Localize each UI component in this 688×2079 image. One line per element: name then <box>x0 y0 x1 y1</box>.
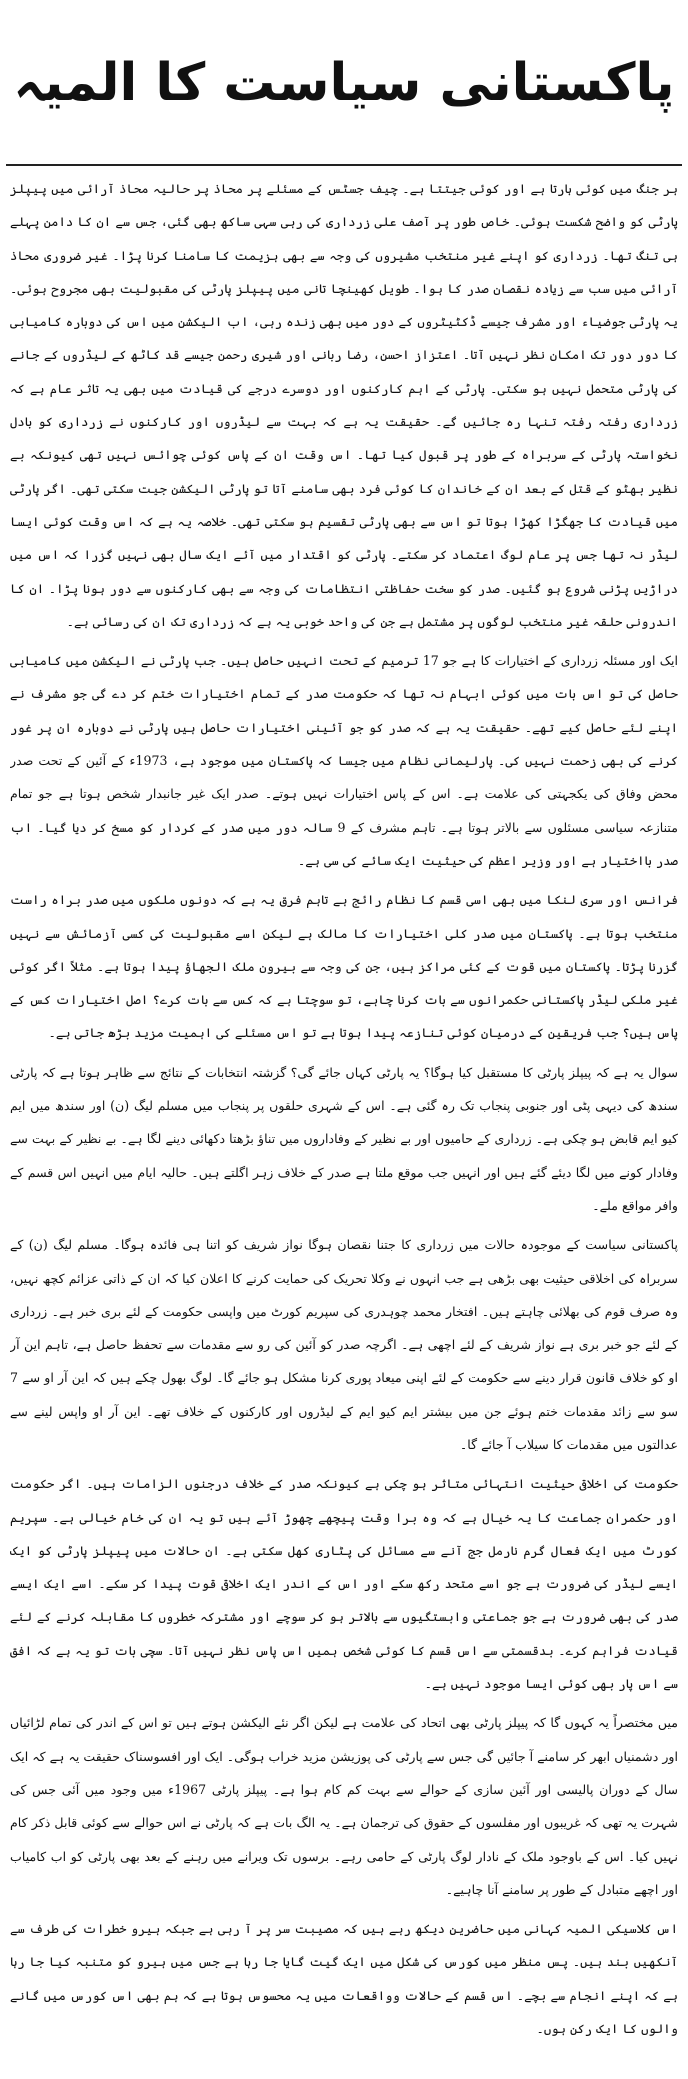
paragraph: ہر جنگ میں کوئی ہارتا ہے اور کوئی جیتتا ہے۔ چیف جسٹس کے مسئلے پر محاذ پر حالیہ محاذ آرائی میں پیپلز پارٹی کو واضح شکست ہوئی۔ خاص طور پر آصف علی زرداری کی رہی سہی ساکھ بھی گئی، جس سے ان کا دامن پہلے ہی تنگ تھا۔ زرداری کو اپنے غیر منتخب مشیروں کی وجہ سے بھی ہزیمت کا سامنا کرنا پڑا۔ غیر ضروری محاذ آرائی میں سب سے زیادہ نقصان صدر کا ہوا۔ طویل کھینچا تانی میں پیپلز پارٹی کی مقبولیت بھی مجروح ہوئی۔ یہ پارٹی جوضیاء اور مشرف جیسے ڈکٹیٹروں کے دور میں بھی زندہ رہی، اب الیکشن میں اس کی دوبارہ کامیابی کا دور دور تک امکان نظر نہیں آتا۔ اعتزاز احسن، رضا ربانی اور شیری رحمن جیسے قد کاٹھ کے لیڈروں کے جانے کی پارٹی متحمل نہیں ہو سکتی۔ پارٹی کے اہم کارکنوں اور دوسرے درجے کی قیادت میں بھی یہ تاثر عام ہے کہ زرداری رفتہ رفتہ تنہا رہ جائیں گے۔ حقیقت یہ ہے کہ بہت سے لیڈروں اور کارکنوں نے زرداری کو بادل نخواستہ پارٹی کے سربراہ کے طور پر قبول کیا تھا۔ اس وقت ان کے پاس کوئی چوائس نہیں تھی کیونکہ بے نظیر بھٹو کے قتل کے بعد ان کے خاندان کا کوئی فرد بھی سامنے آتا تو پارٹی الیکشن جیت سکتی تھی۔ اگر پارٹی میں قیادت کا جھگڑا کھڑا ہوتا تو اس سے بھی پارٹی تقسیم ہو سکتی تھی۔ خلاصہ یہ ہے کہ اس وقت کوئی ایسا لیڈر نہ تھا جس پر عام لوگ اعتماد کر سکتے۔ پارٹی کو اقتدار میں آئے ایک سال بھی نہیں گزرا کہ اس میں دراڑیں پڑنی شروع ہو گئیں۔ صدر کو سخت حفاظتی انتظامات کی وجہ سے بھی کارکنوں سے دور ہونا پڑا۔ ان کا اندرونی حلقہ غیر منتخب لوگوں پر مشتمل ہے جن کی واحد خوبی یہ ہے کہ زرداری تک ان کی رسائی ہے۔ <box>10 181 678 629</box>
paragraph: حکومت کی اخلاقی حیثیت انتہائی متاثر ہو چکی ہے کیونکہ صدر کے خلاف درجنوں الزامات ہیں۔ اگر حکومت اور حکمران جماعت کا یہ خیال ہے کہ وہ برا وقت پیچھے چھوڑ آئے ہیں تو یہ ان کی خام خیالی ہے۔ سپریم کورٹ میں ایک فعال گرم نارمل جج آنے سے مسائل کی پٹاری کھل سکتی ہے۔ ان حالات میں پیپلز پارٹی کو ایک ایسے لیڈر کی ضرورت ہے جو اسے متحد رکھ سکے اور اس کے اندر ایک اخلاقی قوت پیدا کر سکے۔ اسے ایک ایسے صدر کی بھی ضرورت ہے جو جماعتی وابستگیوں سے بالاتر ہو کر سوچے اور مشترکہ خطروں کا مقابلہ کرنے کے لئے قیادت فراہم کرے۔ بدقسمتی سے اس قسم کا کوئی شخص ہمیں اس پاس نظر نہیں آتا۔ سچی بات تو یہ ہے کہ افق سے اس پار بھی کوئی ایسا موجود نہیں ہے۔ <box>10 1476 678 1692</box>
paragraph: میں مختصراً یہ کہوں گا کہ پیپلز پارٹی بھی اتحاد کی علامت ہے لیکن اگر نئے الیکشن ہوتے ہیں تو اس کے اندر کی تمام لڑائیاں اور دشمنیاں ابھر کر سامنے آ جائیں گی جس سے پارٹی کی پوزیشن مزید خراب ہوگی۔ ایک اور افسوسناک حقیقت یہ ہے کہ ایک سال کے دوران پالیسی اور آئین سازی کے حوالے سے بہت کم کام ہوا ہے۔ پیپلز پارٹی 1967ء میں وجود میں آئی جس کی شہرت یہ تھی کہ غریبوں اور مفلسوں کے حقوق کی ترجمان ہے۔ یہ الگ بات ہے کہ پارٹی نے اس حوالے سے کوئی قابل ذکر کام نہیں کیا۔ اس کے باوجود ملک کے نادار لوگ پارٹی کے حامی رہے۔ برسوں تک ویرانے میں رہنے کے بعد بھی پارٹی کو اب کامیاب اور اچھے متبادل کے طور پر سامنے آنا چاہیے۔ <box>10 1715 678 1897</box>
paragraph: فرانس اور سری لنکا میں بھی اسی قسم کا نظام رائج ہے تاہم فرق یہ ہے کہ دونوں ملکوں میں صدر براہ راست منتخب ہوتا ہے۔ پاکستان میں صدر کلی اختیارات کا مالک ہے لیکن اسے مقبولیت کی کسی آزمائش سے نہیں گزرنا پڑتا۔ پاکستان میں قوت کے کئی مراکز ہیں، جن کی وجہ سے بیرون ملک الجھاؤ پیدا ہوتا ہے۔ مثلاً اگر کوئی غیر ملکی لیڈر پاکستانی حکمرانوں سے بات کرنا چاہے، تو سوچتا ہے کہ کس سے بات کرے؟ اصل اختیارات کس کے پاس ہیں؟ جب فریقین کے درمیان کوئی تنازعہ پیدا ہوتا ہے تو اس مسئلے کی اہمیت مزید بڑھ جاتی ہے۔ <box>10 892 678 1041</box>
column-headline: پاکستانی سیاست کا المیہ <box>13 53 675 113</box>
paragraph: ایک اور مسئلہ زرداری کے اختیارات کا ہے جو 17 ترمیم کے تحت انہیں حاصل ہیں۔ جب پارٹی نے الیکشن میں کامیابی حاصل کی تو اس بات میں کوئی ابہام نہ تھا کہ حکومت صدر کے تمام اختیارات ختم کر دے گی جو مشرف نے اپنے لئے حاصل کیے تھے۔ حقیقت یہ ہے کہ صدر کو جو آئینی اختیارات حاصل ہیں پارٹی نے دوبارہ ان پر غور کرنے کی بھی زحمت نہیں کی۔ پارلیمانی نظام میں جیسا کہ پاکستان میں موجود ہے، 1973ء کے آئین کے تحت صدر محض وفاق کی یکجہتی کی علامت ہے۔ اس کے پاس اختیارات نہیں ہوتے۔ صدر ایک غیر جانبدار شخص ہوتا ہے جو تمام متنازعہ سیاسی مسئلوں سے بالاتر ہوتا ہے۔ تاہم مشرف کے 9 سالہ دور میں صدر کے کردار کو مسخ کر دیا گیا۔ اب صدر بااختیار ہے اور وزیر اعظم کی حیثیت ایک سائے کی سی ہے۔ <box>10 653 678 868</box>
paragraph: سوال یہ ہے کہ پیپلز پارٹی کا مستقبل کیا ہوگا؟ یہ پارٹی کہاں جائے گی؟ گزشتہ انتخابات کے نتائج سے ظاہر ہوتا ہے کہ پارٹی سندھ کی دیہی پٹی اور جنوبی پنجاب تک رہ گئی ہے۔ اس کے شہری حلقوں پر پنجاب میں مسلم لیگ (ن) اور سندھ میں ایم کیو ایم قابض ہو چکی ہے۔ زرداری کے حامیوں اور بے نظیر کے وفاداروں میں تناؤ بڑھتا دکھائی دینے لگا ہے۔ بے نظیر کے بہت سے وفادار کونے میں لگا دیئے گئے ہیں اور انہیں جب موقع ملتا ہے صدر کے خلاف زہر اگلتے ہیں۔ حالیہ ایام میں انہیں اس قسم کے وافر مواقع ملے۔ <box>10 1064 678 1213</box>
paragraph: پاکستانی سیاست کے موجودہ حالات میں زرداری کا جتنا نقصان ہوگا نواز شریف کو اتنا ہی فائدہ ہوگا۔ مسلم لیگ (ن) کے سربراہ کی اخلاقی حیثیت بھی بڑھی ہے جب انہوں نے وکلا تحریک کی حمایت کرنے کا اعلان کیا کہ ان کے ذاتی عزائم کچھ نہیں، وہ صرف قوم کی بھلائی چاہتے ہیں۔ افتخار محمد چوہدری کی سپریم کورٹ میں واپسی حکومت کے لئے بری خبر ہے۔ زرداری کے لئے جو خبر بری ہے نواز شریف کے لئے اچھی ہے۔ اگرچہ صدر کو آئین کی رو سے مقدمات سے تحفظ حاصل ہے، تاہم این آر او کو خلاف قانون قرار دینے سے حکومت کے لئے اپنی میعاد پوری کرنا مشکل ہو جائے گا۔ لوگ بھول چکے ہیں کہ این آر او سے 7 سو سے زائد مقدمات ختم ہوئے جن میں بیشتر ایم کیو ایم کے لیڈروں اور کارکنوں کے خلاف تھے۔ این آر او واپس لینے سے عدالتوں میں مقدمات کا سیلاب آ جائے گا۔ <box>10 1237 678 1452</box>
headline-divider <box>6 164 682 166</box>
column-body <box>10 172 678 2071</box>
paragraph: اس کلاسیکی المیہ کہانی میں حاضرین دیکھ رہے ہیں کہ مصیبت سر پر آ رہی ہے جبکہ ہیرو خطرات کی طرف سے آنکھیں بند ہیں۔ پس منظر میں کورس کی شکل میں ایک گیت گایا جا رہا ہے جس میں ہیرو کو متنبہ کیا جا رہا ہے کہ اپنے انجام سے بچے۔ اس قسم کے حالات وواقعات میں یہ محسوس ہوتا ہے کہ ہم بھی اس کورس میں گانے والوں کا ایک رکن ہوں۔ <box>10 1921 678 2037</box>
